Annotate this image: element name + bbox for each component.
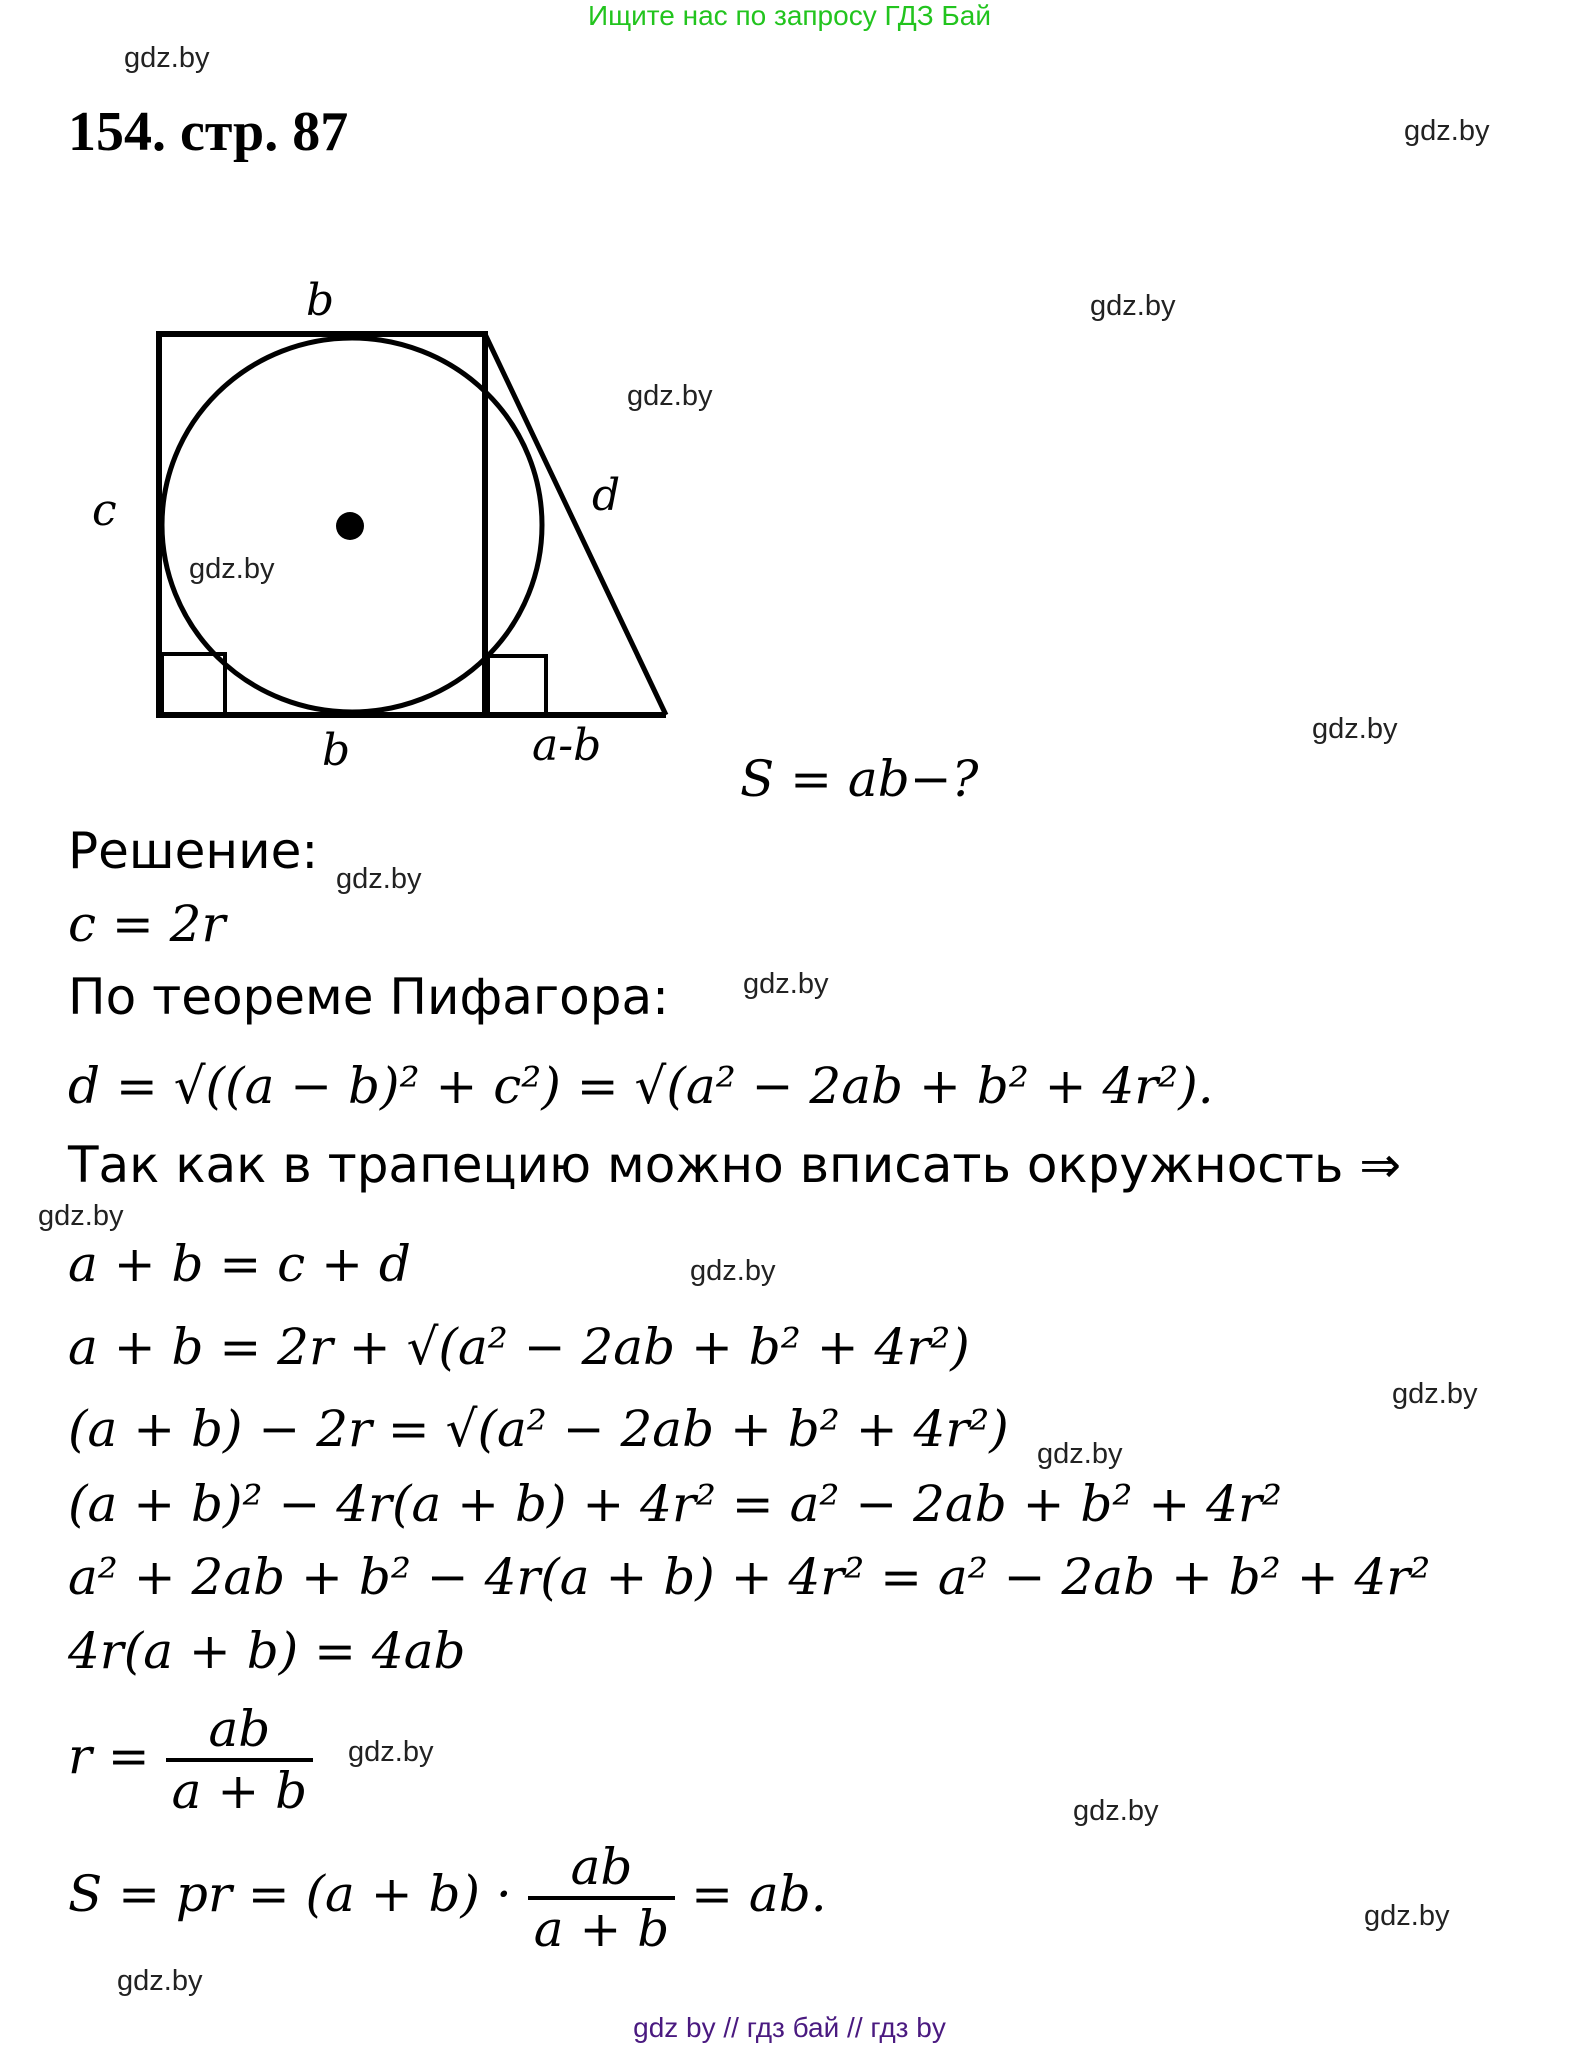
- trapezoid-diagram: [0, 0, 900, 800]
- step-4: (a + b)² − 4r(a + b) + 4r² = a² − 2ab + b² + 4r²: [68, 1475, 1282, 1533]
- solution-heading: Решение:: [68, 822, 319, 880]
- formula-s: [68, 1838, 827, 1958]
- watermark: gdz.by: [1312, 713, 1398, 745]
- label-bottom-b: b: [322, 725, 351, 776]
- formula-r: [68, 1700, 313, 1820]
- s-lhs: S = pr = (a + b) ·: [68, 1865, 512, 1923]
- watermark: gdz.by: [1364, 1900, 1450, 1932]
- s-rhs: = ab.: [691, 1865, 827, 1923]
- watermark: gdz.by: [124, 42, 210, 74]
- label-top-b: b: [306, 275, 335, 326]
- watermark: gdz.by: [743, 968, 829, 1000]
- question-formula: S = ab−?: [740, 750, 979, 808]
- s-denominator: a + b: [533, 1900, 670, 1958]
- s-fraction: [528, 1838, 676, 1958]
- search-banner: Ищите нас по запросу ГДЗ Бай: [587, 0, 992, 31]
- watermark: gdz.by: [1037, 1438, 1123, 1470]
- watermark: gdz.by: [189, 553, 275, 585]
- pythagoras-label: По теореме Пифагора:: [68, 968, 670, 1026]
- step-2: a + b = 2r + √(a² − 2ab + b² + 4r²): [68, 1318, 970, 1376]
- s-numerator: ab: [528, 1838, 676, 1900]
- formula-d: d = √((a − b)² + c²) = √(a² − 2ab + b² + 4r²).: [68, 1057, 1214, 1115]
- watermark: gdz.by: [348, 1736, 434, 1768]
- footer-links: gdz by // гдз бай // гдз by: [633, 2012, 946, 2043]
- formula-c: c = 2r: [68, 895, 226, 953]
- inscribed-statement: Так как в трапецию можно вписать окружность ⇒: [68, 1136, 1402, 1194]
- watermark: gdz.by: [336, 863, 422, 895]
- watermark: gdz.by: [117, 1965, 203, 1997]
- watermark: gdz.by: [1404, 115, 1490, 147]
- r-numerator: ab: [166, 1700, 314, 1762]
- watermark: gdz.by: [1392, 1378, 1478, 1410]
- label-right-d: d: [592, 470, 621, 521]
- label-left-c: c: [92, 485, 117, 536]
- step-6: 4r(a + b) = 4ab: [68, 1622, 466, 1680]
- watermark: gdz.by: [1073, 1795, 1159, 1827]
- step-5: a² + 2ab + b² − 4r(a + b) + 4r² = a² − 2ab + b² + 4r²: [68, 1548, 1431, 1606]
- watermark: gdz.by: [627, 380, 713, 412]
- r-fraction: [166, 1700, 314, 1820]
- label-bottom-a-minus-b: a-b: [532, 720, 602, 771]
- step-3: (a + b) − 2r = √(a² − 2ab + b² + 4r²): [68, 1400, 1009, 1458]
- page-title: 154. стр. 87: [68, 101, 349, 163]
- watermark: gdz.by: [1090, 290, 1176, 322]
- watermark: gdz.by: [38, 1200, 124, 1232]
- r-lhs: r =: [68, 1727, 150, 1785]
- watermark: gdz.by: [690, 1255, 776, 1287]
- step-1: a + b = c + d: [68, 1235, 411, 1293]
- r-denominator: a + b: [171, 1762, 308, 1820]
